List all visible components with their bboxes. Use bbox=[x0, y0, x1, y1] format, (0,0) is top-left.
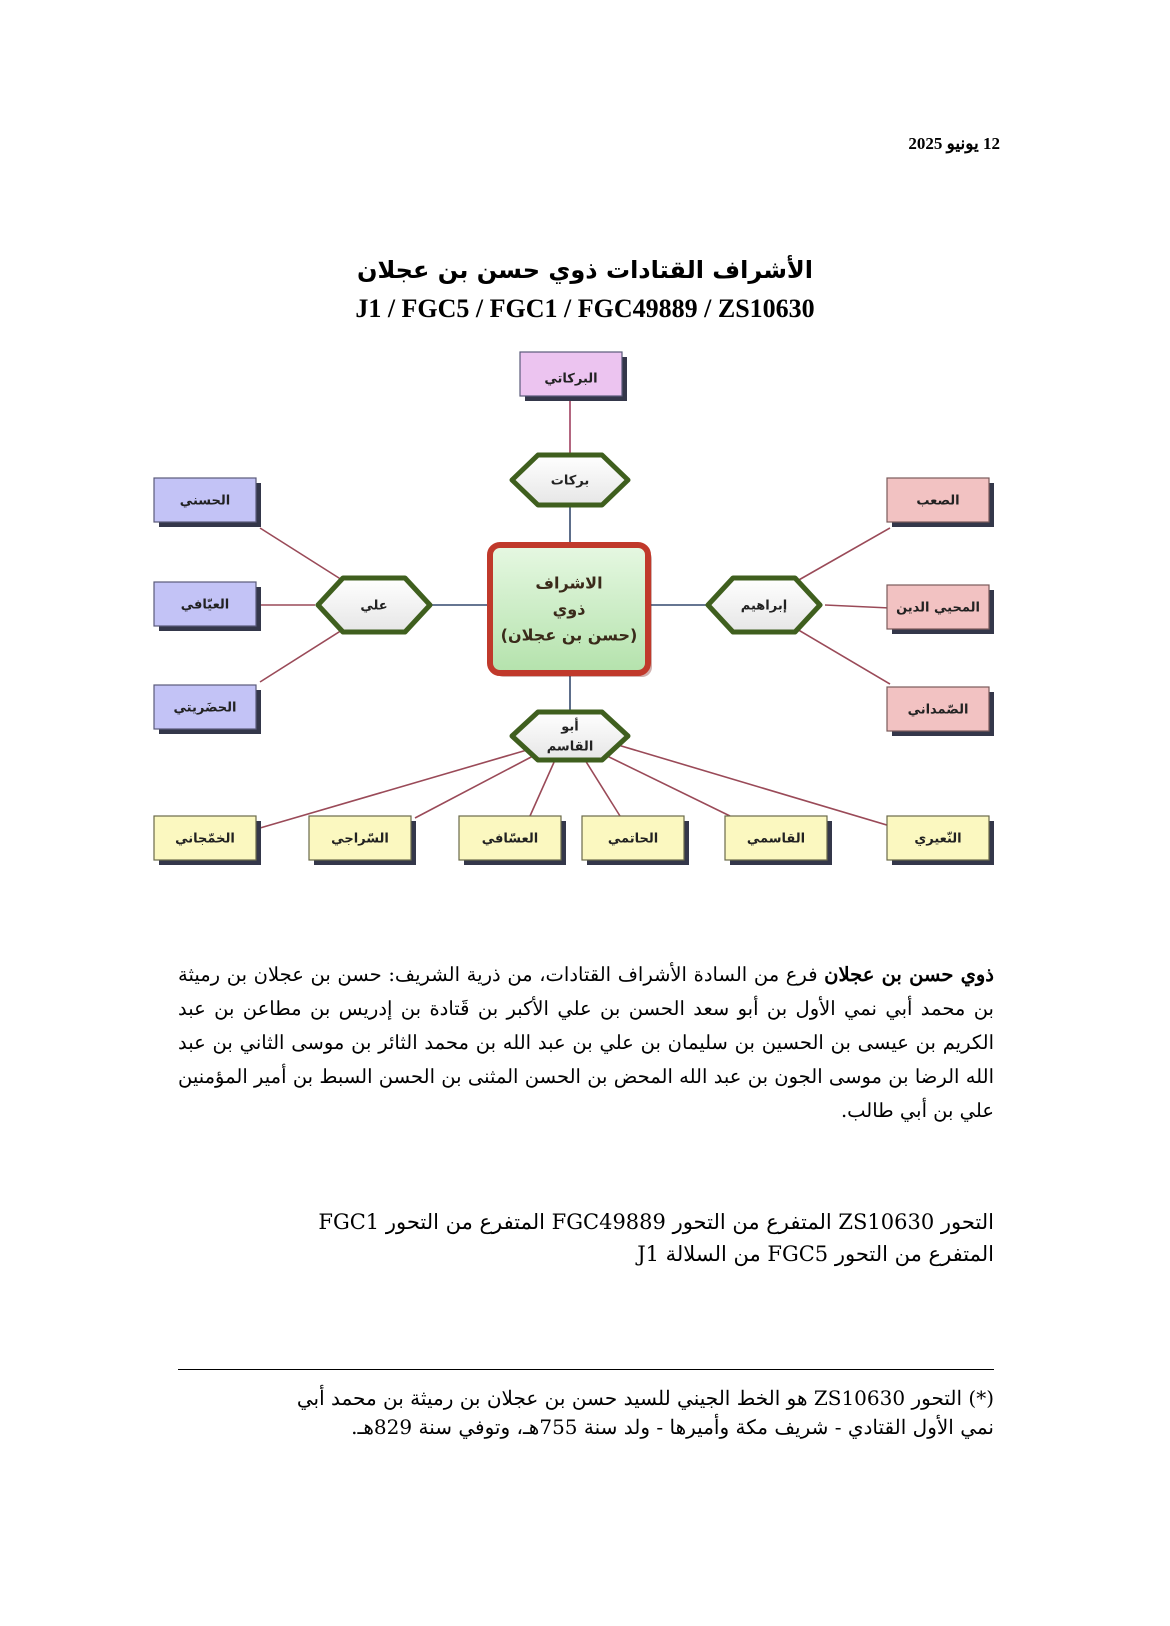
line-abuqasim-nuayri bbox=[618, 745, 890, 826]
leaf-assafi-label: العسّافي bbox=[481, 831, 539, 847]
leaf-hasani bbox=[154, 478, 261, 527]
hex-barakat bbox=[512, 455, 628, 505]
line-abuqasim-assafi bbox=[530, 760, 555, 816]
hex-ibrahim-label: إبراهيم bbox=[740, 598, 788, 614]
line-ibrahim-saab bbox=[790, 528, 890, 585]
lineage-paragraph-lead: ذوي حسن بن عجلان bbox=[824, 963, 994, 986]
haplogroup-paragraph bbox=[178, 1206, 994, 1270]
leaf-nuayri-label: النّعيري bbox=[914, 831, 962, 847]
footnote-line-2: نمي الأول القتادي - شريف مكة وأميرها - ولد سنة 755هـ، وتوفي سنة 829هـ. bbox=[351, 1415, 994, 1439]
hex-ali bbox=[318, 578, 430, 632]
leaf-samdani-label: الصّمداني bbox=[907, 702, 969, 718]
haplogroup-line-1: التحور ZS10630 المتفرع من التحور FGC49889 المتفرع من التحور FGC1 bbox=[318, 1210, 994, 1234]
leaf-siraji bbox=[309, 816, 416, 865]
hex-abu-qasim-label-2: القاسم bbox=[546, 739, 594, 755]
leaf-khamjani-label: الخمّجاني bbox=[175, 831, 235, 847]
lineage-diagram bbox=[0, 350, 1170, 910]
leaf-khamjani bbox=[154, 816, 261, 865]
leaf-muhyi-label: المحيي الدين bbox=[896, 600, 980, 616]
leaf-assafi bbox=[459, 816, 566, 865]
footnote bbox=[178, 1384, 994, 1442]
lineage-paragraph-text: فرع من السادة الأشراف القتادات، من ذرية الشريف: حسن بن عجلان بن رميثة بن محمد أبي نمي الأول بن أبو سعد الحسن بن علي الأكبر بن قَتادة بن إدريس بن مطاعن بن عبد الكريم بن عيسى بن الحسين بن سليمان بن علي بن عبد الله بن محمد الثائر بن موسى الثاني بن عبد الله الرضا بن موسى الجون بن عبد الله المحض بن الحسن المثنى بن الحسن السبط بن أمير المؤمنين علي بن أبي طالب. bbox=[178, 963, 994, 1122]
leaf-saab-label: الصعب bbox=[916, 493, 960, 509]
leaf-nuayri bbox=[887, 816, 994, 865]
hex-abu-qasim bbox=[512, 712, 628, 760]
haplogroup-line-2: المتفرع من التحور FGC5 من السلالة J1 bbox=[637, 1242, 994, 1266]
hex-ibrahim bbox=[708, 578, 820, 632]
lineage-paragraph bbox=[178, 958, 994, 1128]
document-date: 12 يونيو 2025 bbox=[908, 134, 1000, 153]
leaf-hadrati-label: الحضَريتي bbox=[173, 700, 237, 716]
leaf-qasimi-label: القاسمي bbox=[746, 831, 806, 847]
line-ali-hasani bbox=[260, 528, 350, 585]
line-abuqasim-qasimi bbox=[605, 755, 730, 816]
hex-ali-label: علي bbox=[360, 598, 388, 614]
footnote-separator bbox=[178, 1369, 994, 1370]
leaf-hadrati bbox=[154, 685, 261, 734]
leaf-barakati bbox=[520, 352, 627, 401]
line-ali-hadrati bbox=[260, 625, 350, 682]
line-ibrahim-samdani bbox=[790, 625, 890, 684]
leaf-ayafi-label: العيّافي bbox=[180, 597, 230, 613]
leaf-hasani-label: الحسني bbox=[179, 493, 231, 509]
center-line-3: (حسن بن عجلان) bbox=[500, 625, 638, 645]
leaf-qasimi bbox=[725, 816, 832, 865]
leaf-muhyi bbox=[887, 585, 994, 634]
center-line-2: ذوي bbox=[552, 599, 586, 619]
title-haplogroup: J1 / FGC5 / FGC1 / FGC49889 / ZS10630 bbox=[355, 294, 815, 323]
leaf-samdani bbox=[887, 687, 994, 736]
leaf-hatemi bbox=[582, 816, 689, 865]
leaf-siraji-label: السّراجي bbox=[331, 831, 389, 847]
center-node bbox=[490, 545, 652, 677]
leaf-ayafi bbox=[154, 582, 261, 631]
footnote-line-1: (*) التحور ZS10630 هو الخط الجيني للسيد حسن بن عجلان بن رميثة بن محمد أبي bbox=[296, 1386, 994, 1410]
line-ibrahim-muhyi bbox=[825, 605, 890, 608]
leaf-barakati-label: البركاتي bbox=[544, 371, 598, 387]
hex-barakat-label: بركات bbox=[550, 473, 590, 489]
center-line-1: الاشراف bbox=[535, 573, 603, 593]
hex-abu-qasim-label-1: أبو bbox=[561, 719, 579, 735]
leaf-hatemi-label: الحاتمي bbox=[607, 831, 659, 847]
line-abuqasim-hatemi bbox=[585, 760, 620, 816]
leaf-saab bbox=[887, 478, 994, 527]
title-arabic: الأشراف القتادات ذوي حسن بن عجلان bbox=[356, 256, 814, 284]
